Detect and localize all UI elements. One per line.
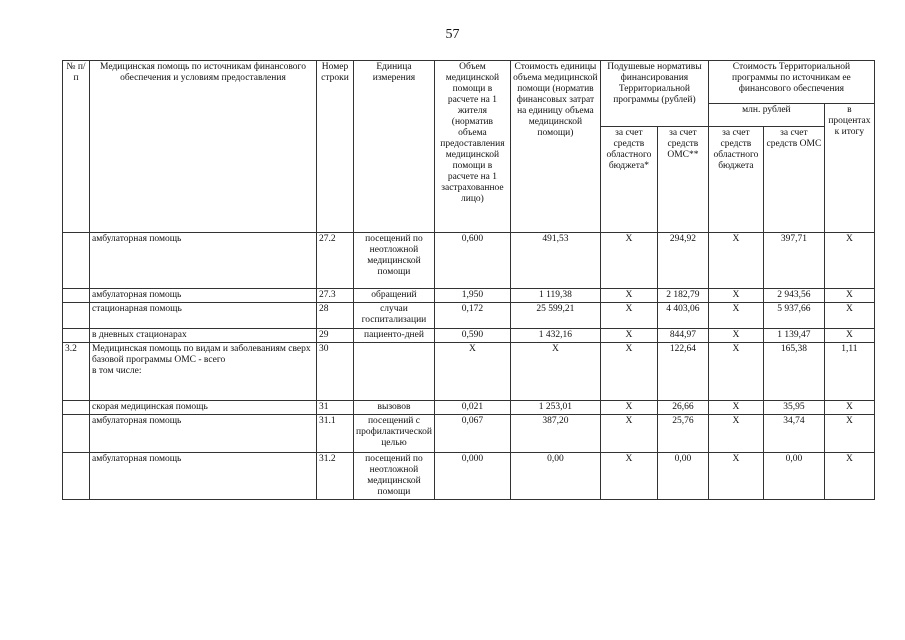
header-name: Медицинская помощь по источникам финансового обеспечения и условиям предоставления <box>90 61 317 233</box>
cell-total-oms: 5 937,66 <box>763 303 824 329</box>
cell-total-budget: X <box>708 453 763 500</box>
cell-total-budget: X <box>708 415 763 453</box>
cell-volume: 0,000 <box>434 453 510 500</box>
cell-num <box>63 233 90 289</box>
cell-cost: 491,53 <box>510 233 600 289</box>
financing-table <box>62 60 875 500</box>
cell-cost: 387,20 <box>510 415 600 453</box>
header-volume: Объем медицинской помощи в расчете на 1 жителя (норматив объема предоставления медицинской помощи в расчете на 1 застрахованное лицо) <box>434 61 510 233</box>
header-row-number: Номер строки <box>317 61 354 233</box>
header-per-capita-budget: за счет средств областного бюджета* <box>600 127 657 233</box>
cell-cost: 1 253,01 <box>510 401 600 415</box>
cell-per-capita-oms: 4 403,06 <box>657 303 708 329</box>
cell-unit: обращений <box>354 289 435 303</box>
cell-name: амбулаторная помощь <box>90 233 317 289</box>
table-header <box>63 61 875 233</box>
cell-name: в дневных стационарах <box>90 329 317 343</box>
table-body <box>63 233 875 500</box>
cell-volume: 1,950 <box>434 289 510 303</box>
header-per-capita-oms: за счет средств ОМС** <box>657 127 708 233</box>
cell-name: амбулаторная помощь <box>90 415 317 453</box>
cell-total-budget: X <box>708 303 763 329</box>
cell-per-capita-oms: 25,76 <box>657 415 708 453</box>
cell-row-number: 29 <box>317 329 354 343</box>
cell-total-budget: X <box>708 289 763 303</box>
cell-name: скорая медицинская помощь <box>90 401 317 415</box>
header-cost: Стоимость единицы объема медицинской помощи (норматив финансовых затрат на единицу объема медицинской помощи) <box>510 61 600 233</box>
cell-total-budget: X <box>708 329 763 343</box>
cell-name: амбулаторная помощь <box>90 453 317 500</box>
cell-total-budget: X <box>708 343 763 401</box>
cell-num: 3.2 <box>63 343 90 401</box>
header-per-capita: Подушевые нормативы финансирования Территориальной программы (рублей) <box>600 61 708 127</box>
cell-row-number: 27.2 <box>317 233 354 289</box>
cell-per-capita-oms: 294,92 <box>657 233 708 289</box>
table-row <box>63 329 875 343</box>
cell-name: стационарная помощь <box>90 303 317 329</box>
cell-unit: пациенто-дней <box>354 329 435 343</box>
cell-num <box>63 401 90 415</box>
cell-per-capita-budget: X <box>600 415 657 453</box>
cell-unit: посещений с профилактической целью <box>354 415 435 453</box>
cell-per-capita-budget: X <box>600 329 657 343</box>
cell-per-capita-oms: 0,00 <box>657 453 708 500</box>
cell-num <box>63 453 90 500</box>
cell-total-oms: 0,00 <box>763 453 824 500</box>
header-percent: в процентах к итогу <box>824 104 874 233</box>
header-total-cost: Стоимость Территориальной программы по источникам ее финансового обеспечения <box>708 61 874 104</box>
cell-volume: 0,021 <box>434 401 510 415</box>
cell-per-capita-budget: X <box>600 401 657 415</box>
cell-per-capita-oms: 26,66 <box>657 401 708 415</box>
cell-row-number: 28 <box>317 303 354 329</box>
cell-unit <box>354 343 435 401</box>
header-mln-rub: млн. рублей <box>708 104 824 127</box>
cell-percent: X <box>824 233 874 289</box>
cell-cost: X <box>510 343 600 401</box>
cell-cost: 0,00 <box>510 453 600 500</box>
cell-volume: 0,067 <box>434 415 510 453</box>
cell-total-budget: X <box>708 233 763 289</box>
cell-num <box>63 415 90 453</box>
cell-num <box>63 289 90 303</box>
cell-per-capita-oms: 844,97 <box>657 329 708 343</box>
cell-per-capita-budget: X <box>600 233 657 289</box>
cell-percent: 1,11 <box>824 343 874 401</box>
cell-percent: X <box>824 303 874 329</box>
cell-per-capita-oms: 122,64 <box>657 343 708 401</box>
cell-cost: 25 599,21 <box>510 303 600 329</box>
cell-row-number: 27.3 <box>317 289 354 303</box>
cell-percent: X <box>824 415 874 453</box>
header-total-oms: за счет средств ОМС <box>763 127 824 233</box>
cell-volume: X <box>434 343 510 401</box>
table-row <box>63 233 875 289</box>
header-num: № п/п <box>63 61 90 233</box>
cell-unit: посещений по неотложной медицинской помощи <box>354 233 435 289</box>
cell-unit: вызовов <box>354 401 435 415</box>
table-row <box>63 401 875 415</box>
cell-volume: 0,600 <box>434 233 510 289</box>
cell-cost: 1 119,38 <box>510 289 600 303</box>
cell-percent: X <box>824 453 874 500</box>
cell-name: амбулаторная помощь <box>90 289 317 303</box>
cell-total-oms: 2 943,56 <box>763 289 824 303</box>
cell-cost: 1 432,16 <box>510 329 600 343</box>
cell-total-oms: 165,38 <box>763 343 824 401</box>
cell-total-oms: 34,74 <box>763 415 824 453</box>
cell-per-capita-budget: X <box>600 343 657 401</box>
cell-name: Медицинская помощь по видам и заболеваниям сверх базовой программы ОМС - всего в том числе: <box>90 343 317 401</box>
cell-num <box>63 303 90 329</box>
cell-unit: посещений по неотложной медицинской помощи <box>354 453 435 500</box>
page-number: 57 <box>445 27 460 42</box>
cell-percent: X <box>824 401 874 415</box>
table-row <box>63 415 875 453</box>
cell-num <box>63 329 90 343</box>
cell-per-capita-budget: X <box>600 303 657 329</box>
cell-total-oms: 397,71 <box>763 233 824 289</box>
cell-volume: 0,590 <box>434 329 510 343</box>
cell-total-budget: X <box>708 401 763 415</box>
cell-volume: 0,172 <box>434 303 510 329</box>
cell-total-oms: 1 139,47 <box>763 329 824 343</box>
header-total-budget: за счет средств областного бюджета <box>708 127 763 233</box>
cell-per-capita-budget: X <box>600 453 657 500</box>
table-row <box>63 289 875 303</box>
cell-total-oms: 35,95 <box>763 401 824 415</box>
cell-unit: случаи госпитализации <box>354 303 435 329</box>
cell-percent: X <box>824 329 874 343</box>
cell-per-capita-budget: X <box>600 289 657 303</box>
table-row <box>63 453 875 500</box>
cell-percent: X <box>824 289 874 303</box>
header-unit: Единица измерения <box>354 61 435 233</box>
cell-row-number: 31 <box>317 401 354 415</box>
table-row <box>63 303 875 329</box>
cell-row-number: 31.1 <box>317 415 354 453</box>
cell-row-number: 31.2 <box>317 453 354 500</box>
cell-row-number: 30 <box>317 343 354 401</box>
table-row <box>63 343 875 401</box>
cell-per-capita-oms: 2 182,79 <box>657 289 708 303</box>
